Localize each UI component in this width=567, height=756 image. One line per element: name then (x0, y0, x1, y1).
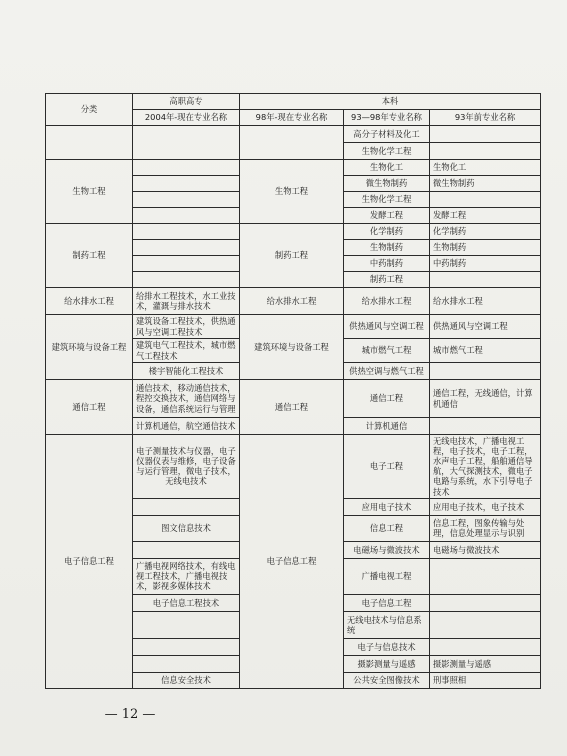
cell-voc (133, 192, 240, 208)
cell-93: 生物化工 (344, 160, 430, 176)
cell-pre93 (430, 558, 541, 594)
major98-elec: 电子信息工程 (240, 435, 344, 689)
cell-93: 生物化学工程 (344, 143, 430, 160)
cell-empty (133, 126, 240, 160)
category-bio: 生物工程 (46, 160, 133, 224)
cell-pre93: 信息工程，图象传输与处理，信息处理显示与识别 (430, 515, 541, 541)
cell-pre93: 给水排水工程 (430, 288, 541, 315)
cell-voc (133, 272, 240, 288)
cell-93: 生物制药 (344, 240, 430, 256)
category-comm: 通信工程 (46, 380, 133, 435)
category-pharma: 制药工程 (46, 224, 133, 288)
cell-93: 供热空调与燃气工程 (344, 363, 430, 380)
cell-pre93: 刑事照相 (430, 672, 541, 688)
cell-pre93: 通信工程，无线通信，计算机通信 (430, 380, 541, 418)
cell-pre93: 电磁场与微波技术 (430, 541, 541, 558)
cell-voc: 电子信息工程技术 (133, 594, 240, 611)
cell-93: 中药制药 (344, 256, 430, 272)
cell-pre93: 摄影测量与遥感 (430, 655, 541, 672)
category-elec: 电子信息工程 (46, 435, 133, 689)
cell-93: 电子与信息技术 (344, 638, 430, 655)
cell-pre93 (430, 192, 541, 208)
cell-voc: 通信技术，移动通信技术，程控交换技术，通信网络与设备，通信系统运行与管理 (133, 380, 240, 418)
cell-pre93: 发酵工程 (430, 208, 541, 224)
cell-pre93: 生物制药 (430, 240, 541, 256)
major98-bio: 生物工程 (240, 160, 344, 224)
cell-pre93: 生物化工 (430, 160, 541, 176)
cell-93: 城市燃气工程 (344, 339, 430, 363)
cell-pre93: 无线电技术，广播电视工程，电子技术，电子工程，水声电子工程，船舶通信导航，大气探测技术，微电子电路与系统，水下引导电子技术 (430, 435, 541, 499)
cell-voc (133, 224, 240, 240)
cell-voc: 楼宇智能化工程技术 (133, 363, 240, 380)
cell-93: 摄影测量与遥感 (344, 655, 430, 672)
cell-voc (133, 160, 240, 176)
category-building: 建筑环境与设备工程 (46, 315, 133, 380)
cell-93: 公共安全图像技术 (344, 672, 430, 688)
cell-pre93: 微生物制药 (430, 176, 541, 192)
cell-pre93: 城市燃气工程 (430, 339, 541, 363)
major-mapping-table (45, 93, 541, 689)
cell-pre93: 应用电子技术，电子技术 (430, 498, 541, 515)
cell-93: 微生物制药 (344, 176, 430, 192)
cell-93: 电子信息工程 (344, 594, 430, 611)
cell-voc (133, 638, 240, 655)
cell-93: 制药工程 (344, 272, 430, 288)
cell-93: 应用电子技术 (344, 498, 430, 515)
cell-pre93 (430, 594, 541, 611)
cell-pre93 (430, 272, 541, 288)
cell-empty (240, 126, 344, 160)
cell-93: 信息工程 (344, 515, 430, 541)
page-number: — 12 — (104, 707, 156, 722)
cell-93: 供热通风与空调工程 (344, 315, 430, 339)
cell-93: 高分子材料及化工 (344, 126, 430, 143)
category-water: 给水排水工程 (46, 288, 133, 315)
cell-voc (133, 611, 240, 638)
cell-93: 生物化学工程 (344, 192, 430, 208)
cell-93: 化学制药 (344, 224, 430, 240)
cell-93: 电子工程 (344, 435, 430, 499)
cell-voc: 广播电视网络技术，有线电视工程技术，广播电视技术，影视多媒体技术 (133, 558, 240, 594)
cell-pre93: 供热通风与空调工程 (430, 315, 541, 339)
cell-empty (46, 126, 133, 160)
header-col-93-98: 93—98年专业名称 (344, 110, 430, 126)
cell-pre93 (430, 363, 541, 380)
cell-voc (133, 256, 240, 272)
major98-building: 建筑环境与设备工程 (240, 315, 344, 380)
cell-pre93 (430, 638, 541, 655)
cell-voc (133, 498, 240, 515)
header-col-98: 98年-现在专业名称 (240, 110, 344, 126)
cell-voc: 计算机通信，航空通信技术 (133, 418, 240, 435)
cell-voc: 建筑设备工程技术，供热通风与空调工程技术 (133, 315, 240, 339)
header-vocational: 高职高专 (133, 94, 240, 110)
cell-voc (133, 240, 240, 256)
cell-pre93 (430, 611, 541, 638)
cell-pre93: 化学制药 (430, 224, 541, 240)
cell-voc: 电子测量技术与仪器，电子仪器仪表与维修，电子设备与运行管理，微电子技术，无线电技术 (133, 435, 240, 499)
major98-water: 给水排水工程 (240, 288, 344, 315)
cell-pre93 (430, 418, 541, 435)
cell-voc: 给排水工程技术，水工业技术，灌溉与排水技术 (133, 288, 240, 315)
cell-pre93 (430, 143, 541, 160)
major98-comm: 通信工程 (240, 380, 344, 435)
cell-93: 计算机通信 (344, 418, 430, 435)
header-vocational-sub: 2004年-现在专业名称 (133, 110, 240, 126)
major98-pharma: 制药工程 (240, 224, 344, 288)
cell-voc (133, 208, 240, 224)
cell-voc (133, 655, 240, 672)
cell-93: 广播电视工程 (344, 558, 430, 594)
cell-pre93 (430, 126, 541, 143)
cell-93: 通信工程 (344, 380, 430, 418)
cell-voc (133, 176, 240, 192)
cell-voc: 建筑电气工程技术，城市燃气工程技术 (133, 339, 240, 363)
cell-voc: 信息安全技术 (133, 672, 240, 688)
cell-pre93: 中药制药 (430, 256, 541, 272)
cell-voc (133, 541, 240, 558)
header-col-pre93: 93年前专业名称 (430, 110, 541, 126)
cell-93: 无线电技术与信息系统 (344, 611, 430, 638)
header-undergrad: 本科 (240, 94, 541, 110)
header-category: 分类 (46, 94, 133, 126)
cell-93: 发酵工程 (344, 208, 430, 224)
cell-93: 电磁场与微波技术 (344, 541, 430, 558)
cell-voc: 图文信息技术 (133, 515, 240, 541)
cell-93: 给水排水工程 (344, 288, 430, 315)
